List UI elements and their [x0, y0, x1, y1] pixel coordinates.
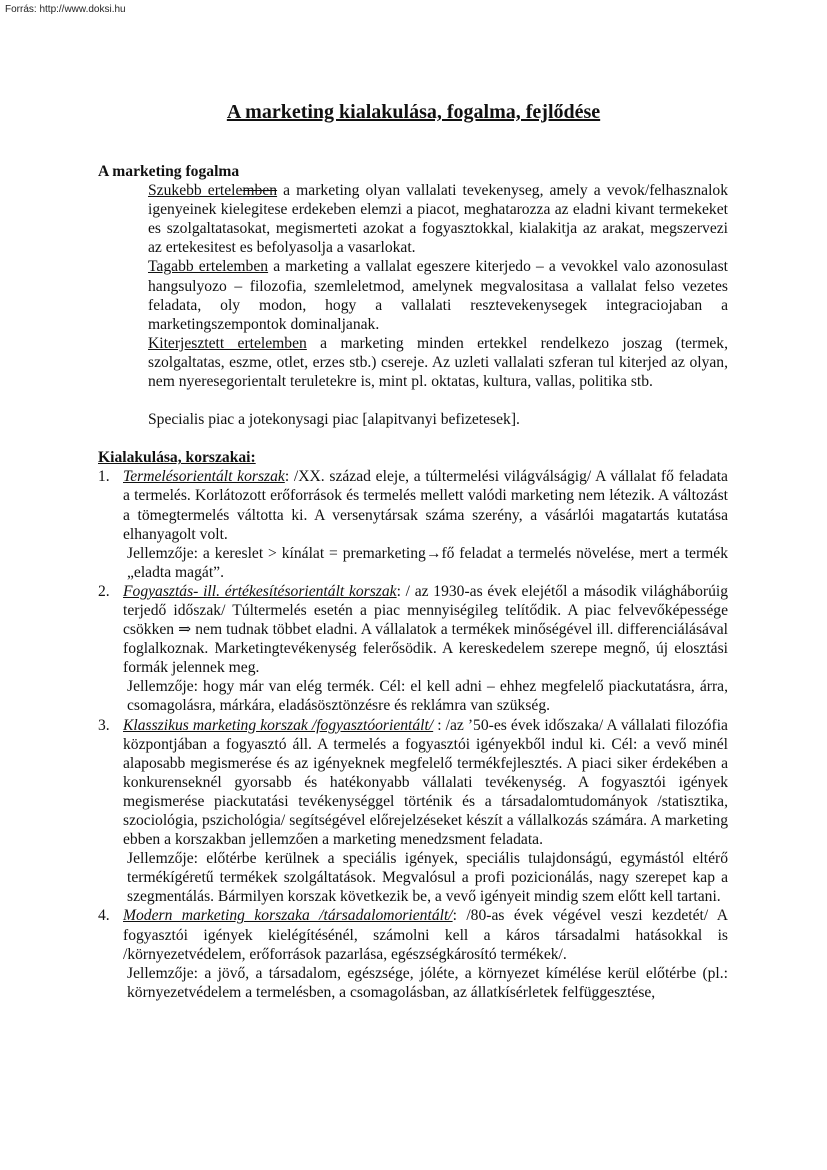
term-broad-sense: Tagabb ertelemben — [148, 258, 269, 276]
era-description — [123, 716, 728, 850]
page-title: A marketing kialakulása, fogalma, fejlődése — [226, 101, 601, 123]
section-heading-eras: Kialakulása, korszakai: — [98, 449, 256, 467]
era-characteristic: Jellemzője: a jövő, a társadalom, egészsége, jóléte, a környezet kímélése kerül előtérbe (pl.: környezetvédelem a termelésben, a csomagolásban, az állatkísérletek felfüggesztése, — [127, 964, 728, 1001]
paragraph-narrow-sense — [148, 181, 728, 257]
term-narrow-sense-struck: mben — [242, 182, 278, 200]
era-term: Klasszikus marketing korszak /fogyasztóorientált/ — [123, 716, 434, 734]
section-heading-concept: A marketing fogalma — [98, 163, 240, 180]
list-item — [98, 467, 728, 582]
list-number: 3. — [98, 716, 110, 734]
spacer — [98, 429, 728, 448]
era-description — [123, 906, 728, 963]
paragraph-extended-sense — [148, 334, 728, 391]
era-term: Fogyasztás- ill. értékesítésorientált korszak — [123, 582, 397, 600]
era-term: Termelésorientált korszak — [123, 468, 285, 486]
era-text: : /az ’50-es évek időszaka/ A vállalati filozófia központjában a fogyasztó áll. A termelés a fogyasztói igényekből indul ki. Cél: a vevő minél alaposabb megismerése és az igényeknek megfelelő termékfejlesztés. A piaci siker érdekében a konkurenseknél gyorsabb és hatékonyabb vállalati tevékenység. A fogyasztói igények megismerése piackutatási tevékenységgel történik és a társadalomtudományok /statisztika, szociológia, pszichológia/ segítségével előrejelzéseket készít a vállalkozás számára. A marketing ebben a korszakban jellemzően a marketing menedzsment feladata. — [123, 716, 728, 849]
source-label: Forrás: http://www.doksi.hu — [5, 4, 126, 15]
era-description — [123, 582, 728, 677]
definition-text: a marketing a vallalat egeszere kiterjedo – a vevokkel valo azonosulast hangsulyozo – filozofia, szemleletmod, amelynek megvalositasa a vallalat felso vezetes feladata, oly modon, hogy a vallalati resztevekenysegek integraciojaban a marketingszempontok dominaljanak. — [148, 258, 729, 333]
list-item — [98, 716, 728, 907]
term-narrow-sense: Szukebb ertele — [148, 182, 243, 200]
list-number: 1. — [98, 468, 110, 486]
era-text: : /XX. század eleje, a túltermelési világválságig/ A vállalat fő feladata a termelés. Korlátozott erőforrások és termelés mellett valódi marketing nem létezik. A változást a tömegtermelés váltotta ki. A versenytársak száma szerény, a vásárlói magatartás kutatása elhanyagolt volt. — [123, 468, 728, 543]
paragraph-special-market: Specialis piac a jotekonysagi piac [alapitvanyi befizetesek]. — [148, 411, 520, 429]
era-text: : /80-as évek végével veszi kezdetét/ A fogyasztói igények kielégítésénél, számolni kell a káros társadalmi hatásokkal is /környezetvédelem, erőforrások pazarlása, egészségkárosító termékek/. — [123, 907, 728, 963]
paragraph-broad-sense — [148, 257, 728, 333]
list-item — [98, 582, 728, 716]
list-number: 2. — [98, 582, 110, 600]
definition-text: a marketing minden ertekkel rendelkezo joszag (termek, szolgaltatas, eszme, otlet, erzes stb.) csereje. Az uzleti vallalati szferan tul kiterjed az olyan, nem nyeresegorientalt teruletekre is, mint pl. oktatas, kultura, vallas, politika stb. — [148, 334, 728, 391]
era-characteristic: Jellemzője: a kereslet > kínálat = premarketing→fő feladat a termelés növelése, mert a termék „eladta magát”. — [127, 544, 728, 581]
list-item — [98, 906, 728, 1001]
spacer — [98, 391, 728, 410]
document-body — [98, 162, 728, 1002]
era-characteristic: Jellemzője: hogy már van elég termék. Cél: el kell adni – ehhez megfelelő piackutatásra, árra, csomagolásra, márkára, eladásösztönzésre és reklámra van szükség. — [127, 678, 728, 715]
era-characteristic: Jellemzője: előtérbe kerülnek a speciális igények, speciális tulajdonságú, egymástól eltérő termékígéretű termékek szolgáltatások. Megvalósul a profi pozicionálás, nagy szerepet kap a szegmentálás. Bármilyen korszak következik be, a vevő igényeit mindig szem előtt kell tartani. — [127, 850, 728, 906]
era-term: Modern marketing korszaka /társadalomorientált/ — [123, 907, 453, 925]
era-text: : / az 1930-as évek elejétől a második világháborúig terjedő időszak/ Túltermelés esetén a piac mennyiségileg telítődik. A piac felvevőképessége csökken ⇒ nem tudnak többet eladni. A vállalatok a termékek minőségével ill. differenciálásával foglalkoznak. Marketingtevékenység felerősödik. A kereskedelem szerepe megnő, új elosztási formák jelennek meg. — [123, 582, 728, 677]
term-extended-sense: Kiterjesztett ertelemben — [148, 334, 307, 352]
definition-text: a marketing olyan vallalati tevekenyseg, amely a vevok/felhasznalok igenyeinek kielegitese erdekeben elemzi a piacot, meghatarozza az eladni kivant termekeket es szolgaltatasokat, megismerteti azokat a fogyasztokkal, kialakitja az arakat, megszervezi az ertekesitest es befolyasolja a vasarlokat. — [148, 182, 728, 257]
era-description — [123, 467, 728, 543]
list-number: 4. — [98, 907, 110, 925]
